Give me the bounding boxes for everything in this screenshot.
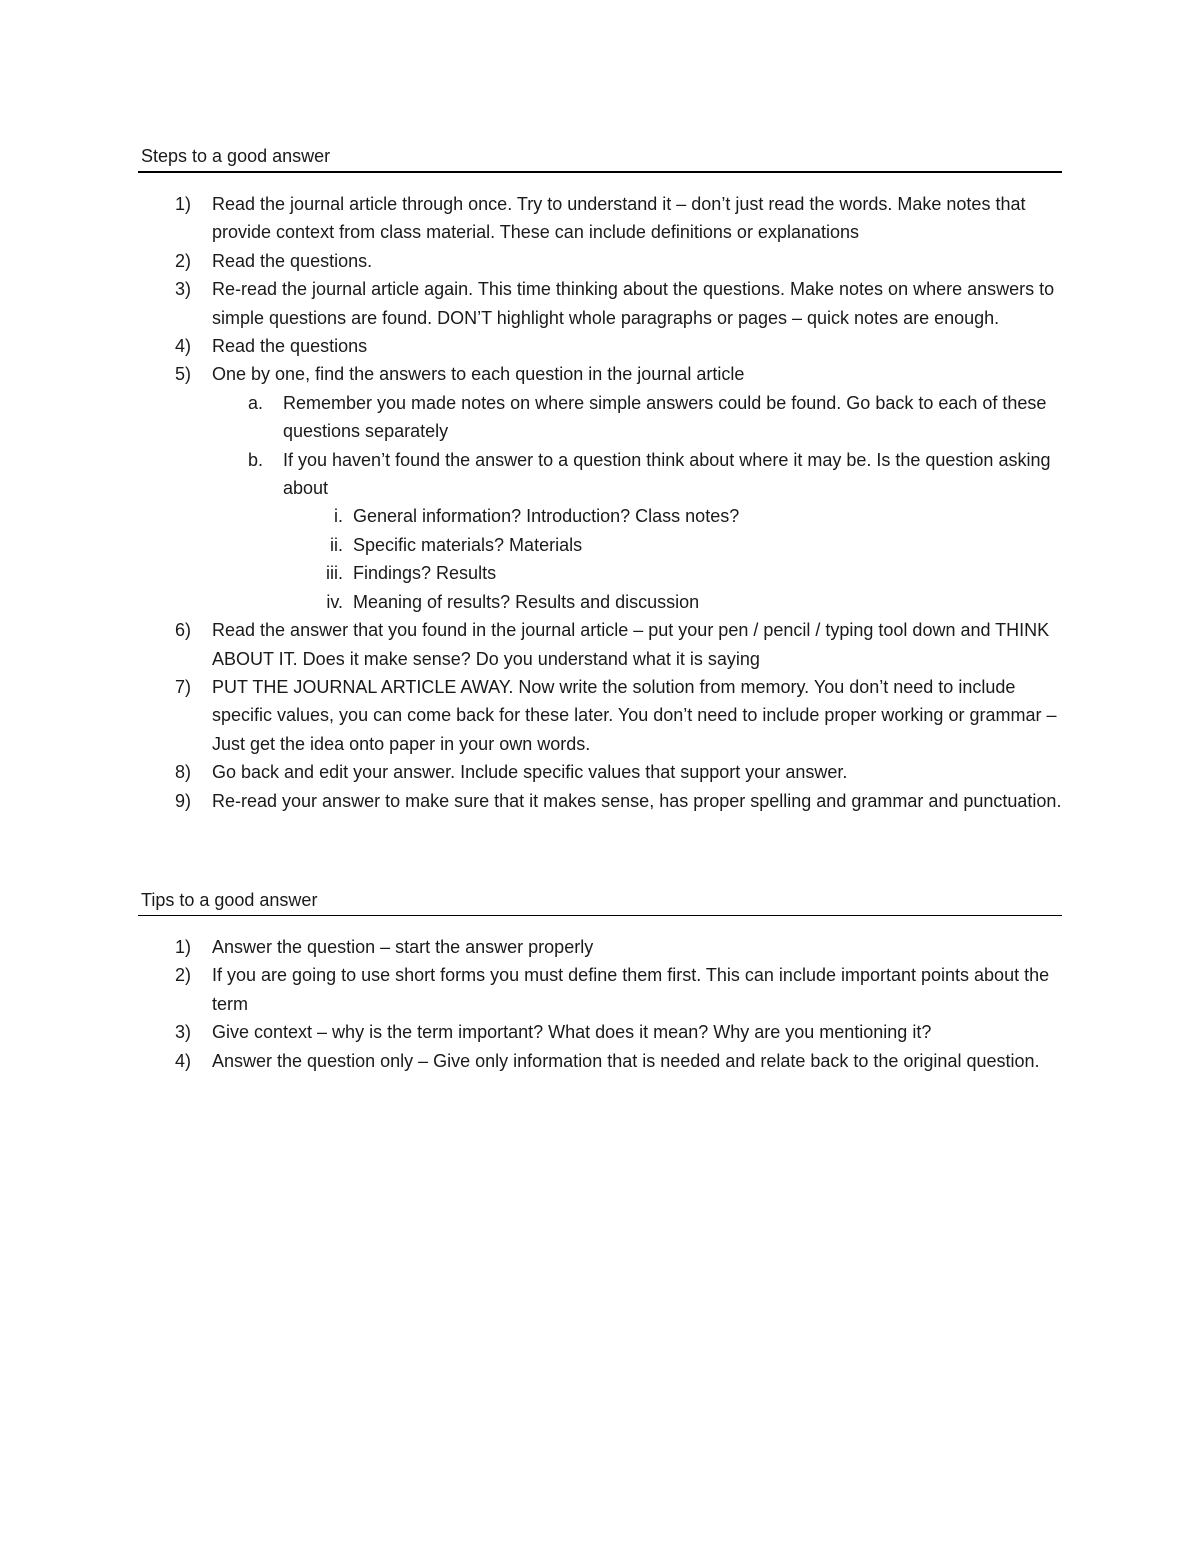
tip-text: Give context – why is the term important? What does it mean? Why are you mentioning it? [212, 1022, 932, 1043]
step-text: General information? Introduction? Class notes? [353, 506, 740, 527]
list-marker: 7) [175, 676, 192, 697]
step-text: Read the questions [212, 336, 368, 357]
step-5b-iv [138, 588, 1062, 616]
list-marker: 3) [175, 1022, 192, 1043]
step-1 [138, 190, 1062, 247]
step-text: Read the questions. [212, 250, 373, 271]
list-marker: a. [248, 392, 264, 413]
list-marker: 5) [175, 364, 192, 385]
step-text: If you haven’t found the answer to a question think about where it may be. Is the question asking about [283, 449, 1051, 499]
step-text: Re-read your answer to make sure that it makes sense, has proper spelling and grammar and punctuation. [212, 790, 1062, 811]
step-9 [138, 787, 1062, 815]
steps-list [138, 190, 1062, 815]
tip-3 [138, 1018, 1062, 1046]
step-text: One by one, find the answers to each question in the journal article [212, 364, 745, 385]
list-marker: 2) [175, 250, 192, 271]
step-text: Findings? Results [353, 563, 497, 584]
step-5b-iii [138, 559, 1062, 587]
tip-text: Answer the question – start the answer properly [212, 937, 594, 957]
list-marker: b. [248, 449, 264, 470]
tip-1 [138, 933, 1062, 961]
step-5a [138, 389, 1062, 446]
list-marker: 3) [175, 279, 192, 300]
tip-text: Answer the question only – Give only information that is needed and relate back to the original question. [212, 1050, 1040, 1071]
tip-2 [138, 961, 1062, 1018]
list-marker: 2) [175, 965, 192, 986]
step-5b-i [138, 502, 1062, 530]
tip-4 [138, 1047, 1062, 1075]
list-marker: iv. [326, 591, 343, 612]
list-marker: iii. [326, 563, 343, 584]
tips-list [138, 933, 1062, 1075]
steps-section [138, 144, 1062, 815]
step-text: PUT THE JOURNAL ARTICLE AWAY. Now write the solution from memory. You don’t need to include specific values, you can come back for these later. You don’t need to include proper working or grammar – Just get the idea onto paper in your own words. [212, 676, 1057, 754]
tips-section [138, 888, 1062, 1075]
step-text: Specific materials? Materials [353, 534, 583, 555]
step-3 [138, 275, 1062, 332]
tip-text: If you are going to use short forms you must define them first. This can include important points about the term [212, 965, 1050, 1014]
step-6 [138, 616, 1062, 673]
list-marker: 9) [175, 790, 192, 811]
list-marker: 4) [175, 1050, 192, 1071]
list-marker: 8) [175, 762, 192, 783]
list-marker: 6) [175, 620, 192, 641]
step-text: Read the answer that you found in the journal article – put your pen / pencil / typing tool down and THINK ABOUT IT. Does it make sense? Do you understand what it is saying [212, 620, 1050, 669]
step-5b [138, 446, 1062, 503]
step-text: Go back and edit your answer. Include specific values that support your answer. [212, 762, 848, 783]
step-text: Read the journal article through once. Try to understand it – don’t just read the words. Make notes that provide context from class material. These can include definitions or explanations [212, 194, 1026, 243]
list-marker: 1) [175, 937, 192, 957]
step-text: Re-read the journal article again. This time thinking about the questions. Make notes on where answers to simple questions are found. DON’T highlight whole paragraphs or pages – quick notes are enough. [212, 279, 1055, 328]
step-5 [138, 360, 1062, 388]
tips-heading: Tips to a good answer [138, 888, 1062, 916]
list-marker: i. [334, 506, 343, 527]
step-text: Meaning of results? Results and discussion [353, 591, 700, 612]
step-4 [138, 332, 1062, 360]
step-8 [138, 758, 1062, 786]
step-text: Remember you made notes on where simple answers could be found. Go back to each of these questions separately [283, 392, 1047, 442]
step-2 [138, 247, 1062, 275]
step-5b-ii [138, 531, 1062, 559]
step-7 [138, 673, 1062, 758]
list-marker: 4) [175, 336, 192, 357]
steps-heading: Steps to a good answer [138, 144, 1062, 173]
list-marker: ii. [330, 534, 343, 555]
list-marker: 1) [175, 194, 192, 214]
